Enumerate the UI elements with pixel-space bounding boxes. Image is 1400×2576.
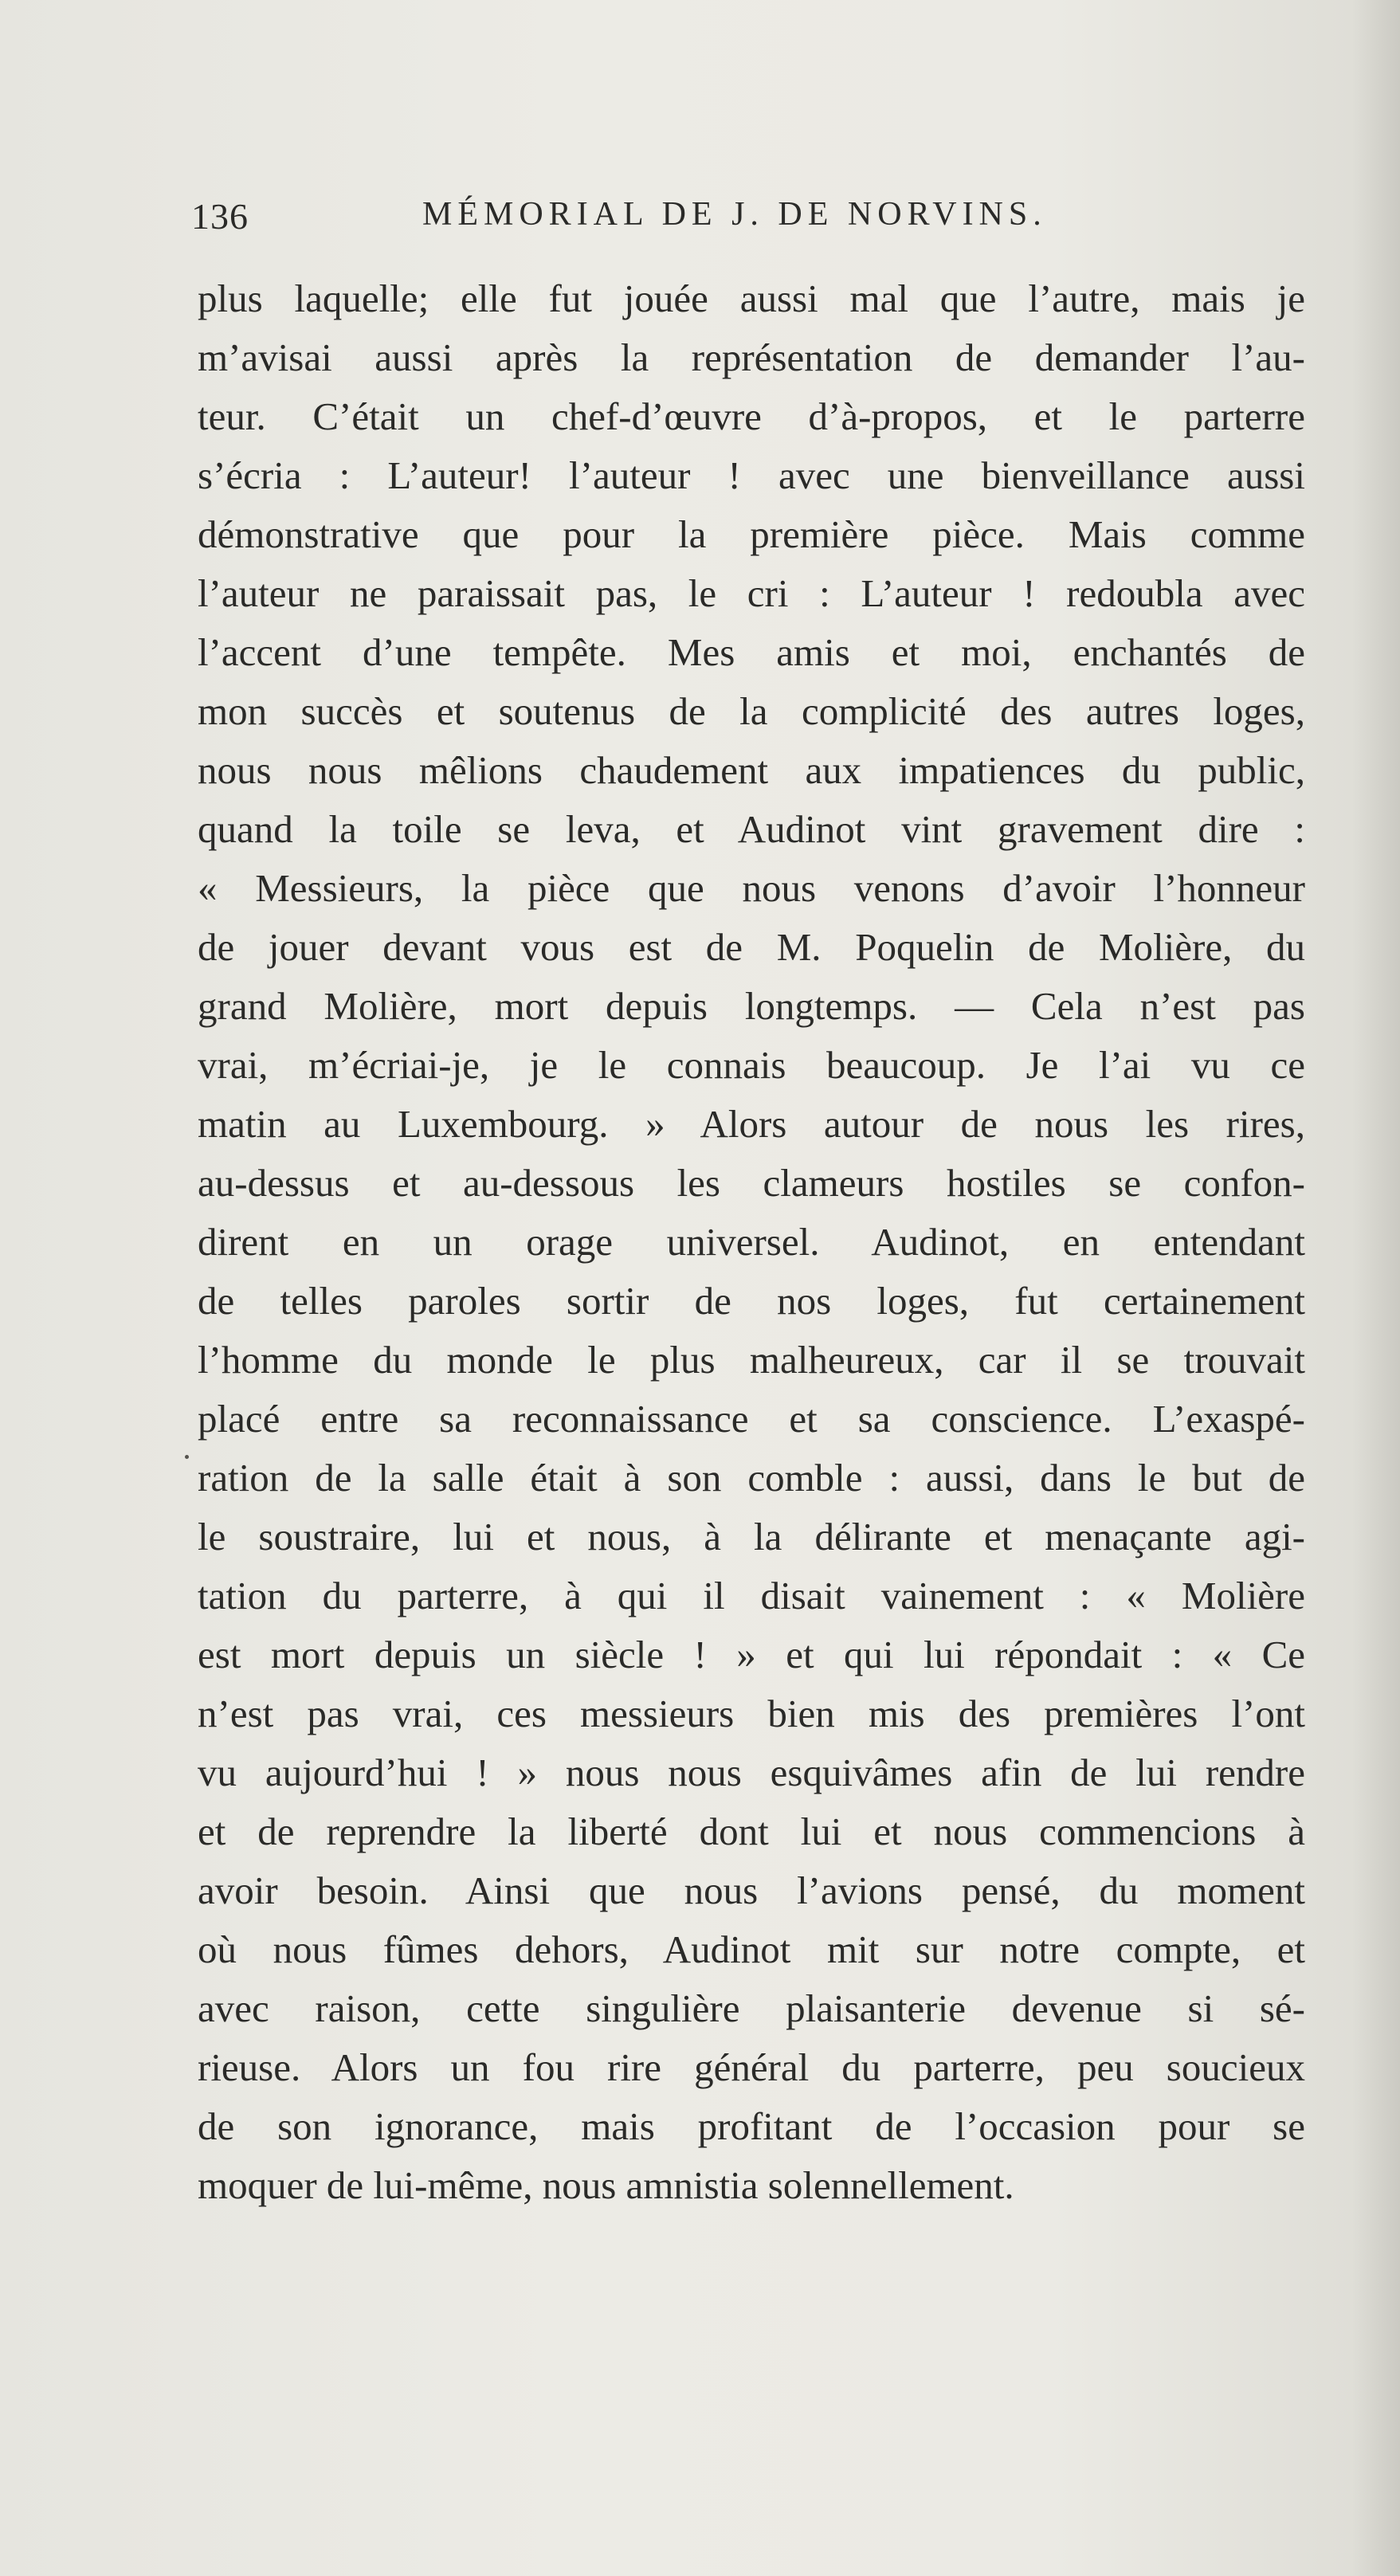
text-line: dirent en un orage universel. Audinot, en entendant	[198, 1220, 1305, 1264]
page-number: 136	[191, 196, 249, 237]
text-line: et de reprendre la liberté dont lui et nous commencions à	[198, 1809, 1305, 1853]
text-line: avoir besoin. Ainsi que nous l’avions pensé, du moment	[198, 1868, 1305, 1912]
text-line: matin au Luxembourg. » Alors autour de nous les rires,	[198, 1102, 1305, 1146]
text-line: le soustraire, lui et nous, à la délirante et menaçante agi-	[198, 1515, 1305, 1559]
text-line: est mort depuis un siècle ! » et qui lui répondait : « Ce	[198, 1633, 1305, 1676]
text-line: s’écria : L’auteur! l’auteur ! avec une bienveillance aussi	[198, 453, 1305, 497]
text-line: m’avisai aussi après la représentation de demander l’au-	[198, 335, 1305, 379]
text-line: plus laquelle; elle fut jouée aussi mal que l’autre, mais je	[198, 276, 1305, 320]
text-line: quand la toile se leva, et Audinot vint gravement dire :	[198, 807, 1305, 851]
text-line: nous nous mêlions chaudement aux impatiences du public,	[198, 748, 1305, 792]
page-edge-shadow	[1352, 0, 1400, 2576]
text-line: teur. C’était un chef-d’œuvre d’à-propos, et le parterre	[198, 394, 1305, 438]
text-line: au-dessus et au-dessous les clameurs hostiles se confon-	[198, 1161, 1305, 1205]
text-line: avec raison, cette singulière plaisanterie devenue si sé-	[198, 1986, 1305, 2030]
text-line: démonstrative que pour la première pièce. Mais comme	[198, 512, 1305, 556]
text-line: « Messieurs, la pièce que nous venons d’avoir l’honneur	[198, 866, 1305, 910]
text-line: rieuse. Alors un fou rire général du parterre, peu soucieux	[198, 2045, 1305, 2089]
text-line: vu aujourd’hui ! » nous nous esquivâmes afin de lui rendre	[198, 1751, 1305, 1794]
text-line: grand Molière, mort depuis longtemps. — Cela n’est pas	[198, 984, 1305, 1028]
text-line: de son ignorance, mais profitant de l’occasion pour se	[198, 2104, 1305, 2148]
running-title: MÉMORIAL DE J. DE NORVINS.	[422, 196, 1047, 233]
text-line: où nous fûmes dehors, Audinot mit sur notre compte, et	[198, 1927, 1305, 1971]
text-line: l’accent d’une tempête. Mes amis et moi, enchantés de	[198, 630, 1305, 674]
text-line: de telles paroles sortir de nos loges, fut certainement	[198, 1279, 1305, 1323]
text-line: de jouer devant vous est de M. Poquelin de Molière, du	[198, 925, 1305, 969]
body-text	[198, 269, 1305, 2215]
paper-speck	[185, 1455, 189, 1459]
text-line: moquer de lui-même, nous amnistia solennellement.	[198, 2163, 1014, 2207]
text-line: n’est pas vrai, ces messieurs bien mis des premières l’ont	[198, 1692, 1305, 1735]
page-header	[191, 195, 1283, 251]
text-line: l’homme du monde le plus malheureux, car il se trouvait	[198, 1338, 1305, 1382]
text-line: placé entre sa reconnaissance et sa conscience. L’exaspé-	[198, 1397, 1305, 1441]
text-line: tation du parterre, à qui il disait vainement : « Molière	[198, 1574, 1305, 1617]
text-line: vrai, m’écriai-je, je le connais beaucoup. Je l’ai vu ce	[198, 1043, 1305, 1087]
text-line: ration de la salle était à son comble : aussi, dans le but de	[198, 1456, 1305, 1500]
text-line: l’auteur ne paraissait pas, le cri : L’auteur ! redoubla avec	[198, 571, 1305, 615]
text-line: mon succès et soutenus de la complicité des autres loges,	[198, 689, 1305, 733]
